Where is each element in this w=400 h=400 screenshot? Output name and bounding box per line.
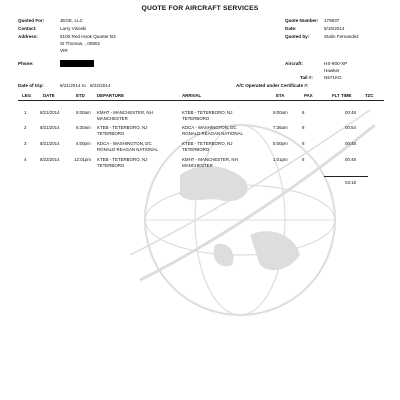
row3-eta: 5:00pm — [273, 141, 288, 146]
col-header-departure: DEPARTURE — [97, 93, 124, 98]
row2-date: 8/21/2014 — [40, 125, 60, 130]
row2-leg: 2 — [24, 125, 27, 130]
row3-date: 8/21/2014 — [40, 141, 60, 146]
trip-date-label: Date of trip: — [18, 83, 44, 88]
row4-pax: 8 — [302, 157, 305, 162]
row3-flt-time: 00:48 — [345, 141, 356, 146]
address-line3: VIR — [60, 48, 68, 53]
row4-etd: 12:01pm — [74, 157, 92, 162]
row3-arrival: KTEB - TETERBORO, NJ TETERBORO — [182, 141, 233, 152]
row1-flt-time: 00:48 — [345, 110, 356, 115]
trip-date-from: 8/21/2014 — [60, 83, 81, 88]
quoted-by-label: Quoted by: — [285, 34, 310, 39]
row2-arrival: KDCA - WASHINGTON, DC RONALD REAGAN NATIONAL — [182, 125, 243, 136]
row1-arrival: KTEB - TETERBORO, NJ TETERBORO — [182, 110, 233, 121]
row1-departure: KMHT - MANCHESTER, NH MANCHESTER — [97, 110, 153, 121]
row1-eta: 6:00am — [273, 110, 288, 115]
row2-etd: 6:30am — [76, 125, 91, 130]
quote-number-label: Quote Number: — [285, 18, 319, 23]
address-line2: St Thomas, , 00802 — [60, 41, 101, 46]
contact-value: Larry Visoski — [60, 26, 87, 31]
globe-with-aircraft-icon — [120, 105, 380, 325]
row1-etd: 5:00am — [76, 110, 91, 115]
col-header-flt-time: FLT TIME — [332, 93, 352, 98]
row4-departure: KTEB - TETERBORO, NJ TETERBORO — [97, 157, 148, 168]
certificate-label: A/C Operated under Certificate #: — [236, 83, 309, 88]
row3-leg: 3 — [24, 141, 27, 146]
phone-label: Phone: — [18, 61, 34, 66]
address-label: Address: — [18, 34, 38, 39]
quote-number-value: 179837 — [324, 18, 340, 23]
tail-label: Tail #: — [300, 75, 313, 80]
col-header-pax: PAX — [304, 93, 313, 98]
document-title: QUOTE FOR AIRCRAFT SERVICES — [141, 5, 259, 12]
row1-pax: 8 — [302, 110, 305, 115]
row4-date: 8/22/2014 — [40, 157, 60, 162]
quote-date-label: Date: — [285, 26, 297, 31]
row4-leg: 4 — [24, 157, 27, 162]
row4-eta: 1:01pm — [273, 157, 288, 162]
row2-pax: 8 — [302, 125, 305, 130]
aircraft-make: Hawker — [324, 68, 340, 73]
quote-date-value: 8/15/2014 — [324, 26, 345, 31]
col-header-date: DATE — [43, 93, 55, 98]
aircraft-model: HS-900-XP — [324, 61, 348, 66]
address-line1: 6100 Red Hook Quarter B3 — [60, 34, 116, 39]
phone-redacted — [60, 60, 94, 67]
header-divider — [18, 100, 384, 101]
row4-arrival: KMHT - MANCHESTER, NH MANCHESTER — [182, 157, 238, 168]
row3-pax: 8 — [302, 141, 305, 146]
row3-etd: 4:00pm — [76, 141, 91, 146]
tail-value: N571KG — [324, 75, 342, 80]
col-header-etd: ETD — [76, 93, 85, 98]
row4-flt-time: 00:48 — [345, 157, 356, 162]
col-header-arrival: ARRIVAL — [182, 93, 202, 98]
aircraft-label: Aircraft: — [285, 61, 303, 66]
row3-departure: KDCA - WASHINGTON, DC RONALD REAGAN NATIONAL — [97, 141, 158, 152]
quoted-for-value: JEGE, LLC — [60, 18, 83, 23]
row2-eta: 7:36am — [273, 125, 288, 130]
row1-date: 8/21/2014 — [40, 110, 60, 115]
quoted-for-label: Quoted For: — [18, 18, 45, 23]
trip-date-to-word: to — [82, 83, 86, 88]
row2-flt-time: 00:54 — [345, 125, 356, 130]
total-flt-time: 03:18 — [345, 180, 356, 185]
contact-label: Contact: — [18, 26, 37, 31]
total-divider — [324, 176, 368, 177]
col-header-tzc: TZC — [365, 93, 374, 98]
trip-date-to: 8/22/2014 — [90, 83, 111, 88]
row2-departure: KTEB - TETERBORO, NJ TETERBORO — [97, 125, 148, 136]
col-header-eta: ETA — [276, 93, 285, 98]
row1-leg: 1 — [24, 110, 27, 115]
col-header-leg: LEG — [22, 93, 32, 98]
quoted-by-value: Stalin Fernandez — [324, 34, 359, 39]
